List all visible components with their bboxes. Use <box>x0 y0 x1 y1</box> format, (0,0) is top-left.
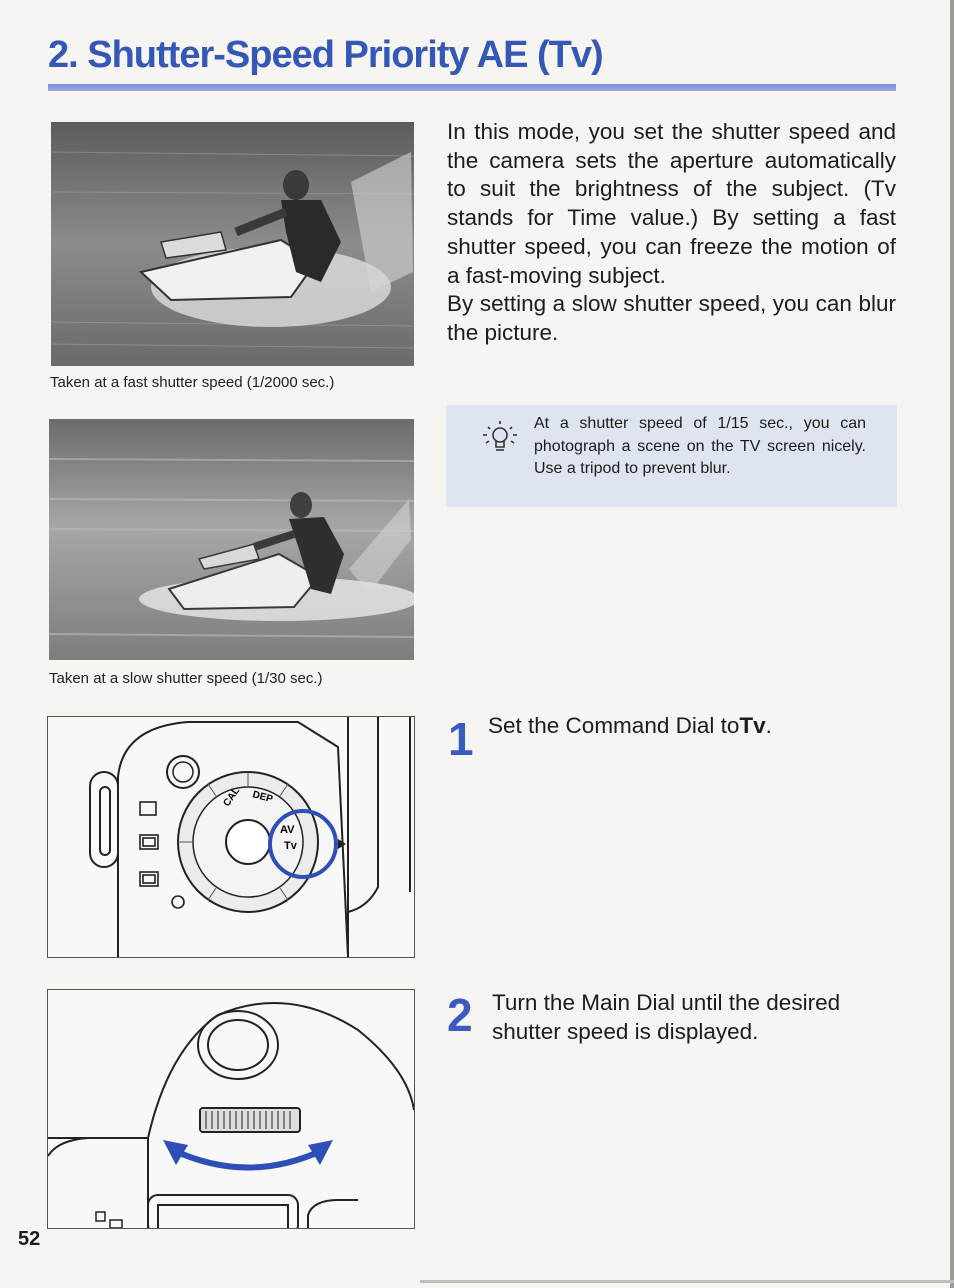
main-dial-diagram <box>47 989 415 1229</box>
dial-label-tv: Tv <box>284 840 297 852</box>
tip-box <box>446 405 897 507</box>
title-rule <box>48 84 896 91</box>
intro-paragraph-2: By setting a slow shutter speed, you can blur the picture. <box>447 291 896 345</box>
step-1-text <box>488 711 888 740</box>
step-1-text-suffix: . <box>765 713 772 738</box>
photo-slow-shutter <box>49 419 414 660</box>
dial-label-av: AV <box>280 824 295 836</box>
step-1-text-prefix: Set the Command Dial to <box>488 713 740 738</box>
photo-fast-caption: Taken at a fast shutter speed (1/2000 sec.) <box>50 374 335 391</box>
dial-label-dep: DEP <box>251 789 274 806</box>
step-1-number: 1 <box>448 713 474 765</box>
page-bottom-edge <box>420 1280 954 1283</box>
dial-label-cal: CAL <box>221 785 243 809</box>
page-edge <box>950 0 954 1288</box>
page-number: 52 <box>18 1228 41 1250</box>
step-2-text: Turn the Main Dial until the desired shutter speed is displayed. <box>492 990 841 1044</box>
intro-paragraph-1: In this mode, you set the shutter speed and the camera sets the aperture automatically to suit the brightness of the subject. (Tv stands for Time value.) By setting a fast shutter speed, you can freeze the motion of a fast-moving subject. <box>447 119 896 288</box>
lightbulb-icon <box>480 419 520 459</box>
photo-slow-caption: Taken at a slow shutter speed (1/30 sec.) <box>49 670 323 687</box>
page-title: 2. Shutter-Speed Priority AE (Tv) <box>48 34 603 76</box>
command-dial-diagram <box>47 716 415 958</box>
step-1-text-bold: Tv <box>739 713 766 738</box>
step-2-number: 2 <box>447 989 473 1041</box>
tip-text: At a shutter speed of 1/15 sec., you can photograph a scene on the TV screen nicely. Use a tripod to prevent blur. <box>534 415 866 477</box>
intro-text <box>447 118 896 348</box>
photo-fast-shutter <box>51 122 414 366</box>
